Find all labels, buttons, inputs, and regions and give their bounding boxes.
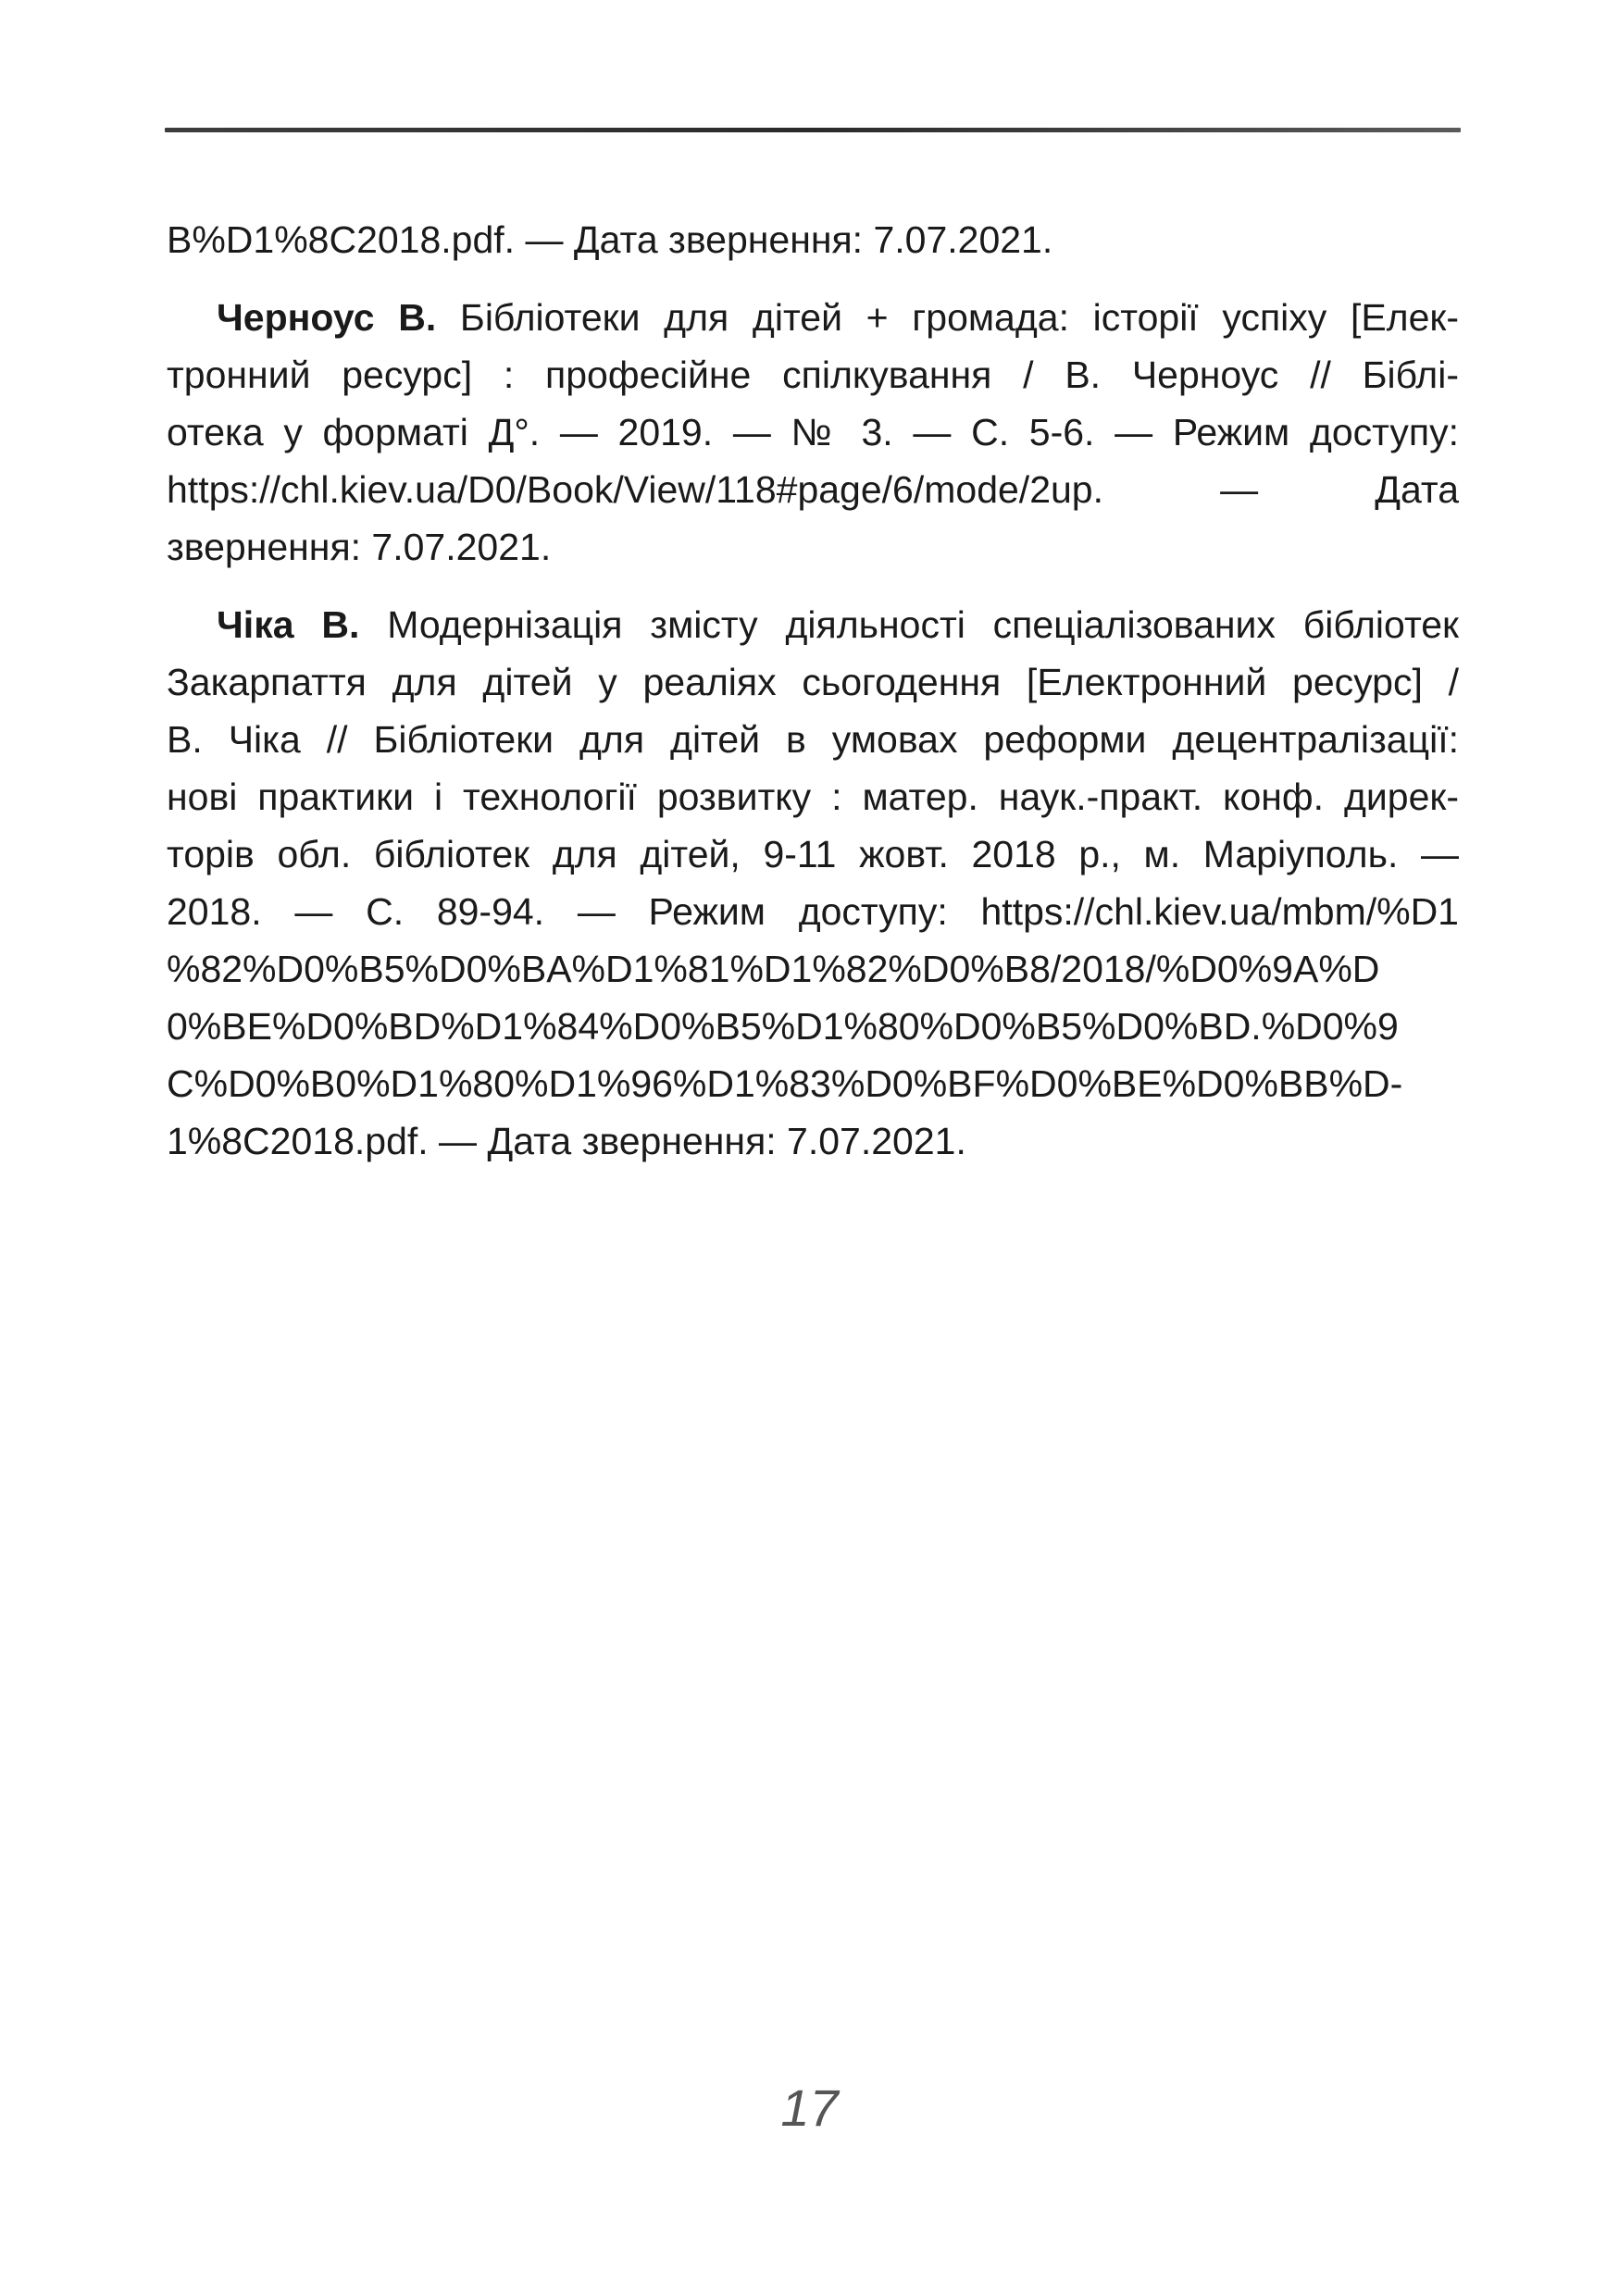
text-line: тронний ресурс] : професійне спілкування / В. Черноус // Біблі- bbox=[167, 354, 1459, 396]
text-line: 2018. — С. 89-94. — Режим доступу: https://chl.kiev.ua/mbm/%D1 bbox=[167, 890, 1459, 933]
text-line bbox=[167, 596, 1459, 653]
bibliography-entry-continuation bbox=[167, 211, 1459, 268]
text-line: нові практики і технології розвитку : матер. наук.-практ. конф. дирек- bbox=[167, 776, 1459, 818]
text-line: 1%8C2018.pdf. — Дата звернення: 7.07.2021. bbox=[167, 1120, 966, 1162]
text-line: %82%D0%B5%D0%BA%D1%81%D1%82%D0%B8/2018/%D0%9A%D bbox=[167, 948, 1380, 990]
bibliography-entry-chika bbox=[167, 596, 1459, 1170]
text-line: Закарпаття для дітей у реаліях сьогодення [Електронний ресурс] / bbox=[167, 661, 1459, 703]
entry-author: Чіка В. bbox=[217, 603, 360, 646]
entry-title: Бібліотеки для дітей + громада: історії успіху [Елек- bbox=[436, 296, 1460, 339]
text-line: 0%BE%D0%BD%D1%84%D0%B5%D1%80%D0%B5%D0%BD.%D0%9 bbox=[167, 1005, 1399, 1048]
text-line: В. Чіка // Бібліотеки для дітей в умовах реформи децентралізації: bbox=[167, 718, 1459, 761]
text-line: В%D1%8C2018.pdf. — Дата звернення: 7.07.2021. bbox=[167, 218, 1053, 261]
text-line: звернення: 7.07.2021. bbox=[167, 526, 552, 568]
text-line: торів обл. бібліотек для дітей, 9-11 жовт. 2018 р., м. Маріуполь. — bbox=[167, 833, 1459, 875]
bibliography-content bbox=[167, 211, 1459, 1170]
header-rule bbox=[165, 128, 1461, 132]
entry-title: Модернізація змісту діяльності спеціалізованих бібліотек bbox=[359, 603, 1459, 646]
page-number: 17 bbox=[780, 2079, 839, 2137]
text-line: https://chl.kiev.ua/D0/Book/View/118#page/6/mode/2up. — Дата bbox=[167, 468, 1459, 511]
text-line: C%D0%B0%D1%80%D1%96%D1%83%D0%BF%D0%BE%D0%BB%D- bbox=[167, 1062, 1403, 1105]
entry-author: Черноус В. bbox=[217, 296, 437, 339]
text-line: отека у форматі Д°. — 2019. — № 3. — С. 5-6. — Режим доступу: bbox=[167, 411, 1459, 453]
bibliography-entry-chernous bbox=[167, 289, 1459, 576]
text-line bbox=[167, 289, 1459, 346]
